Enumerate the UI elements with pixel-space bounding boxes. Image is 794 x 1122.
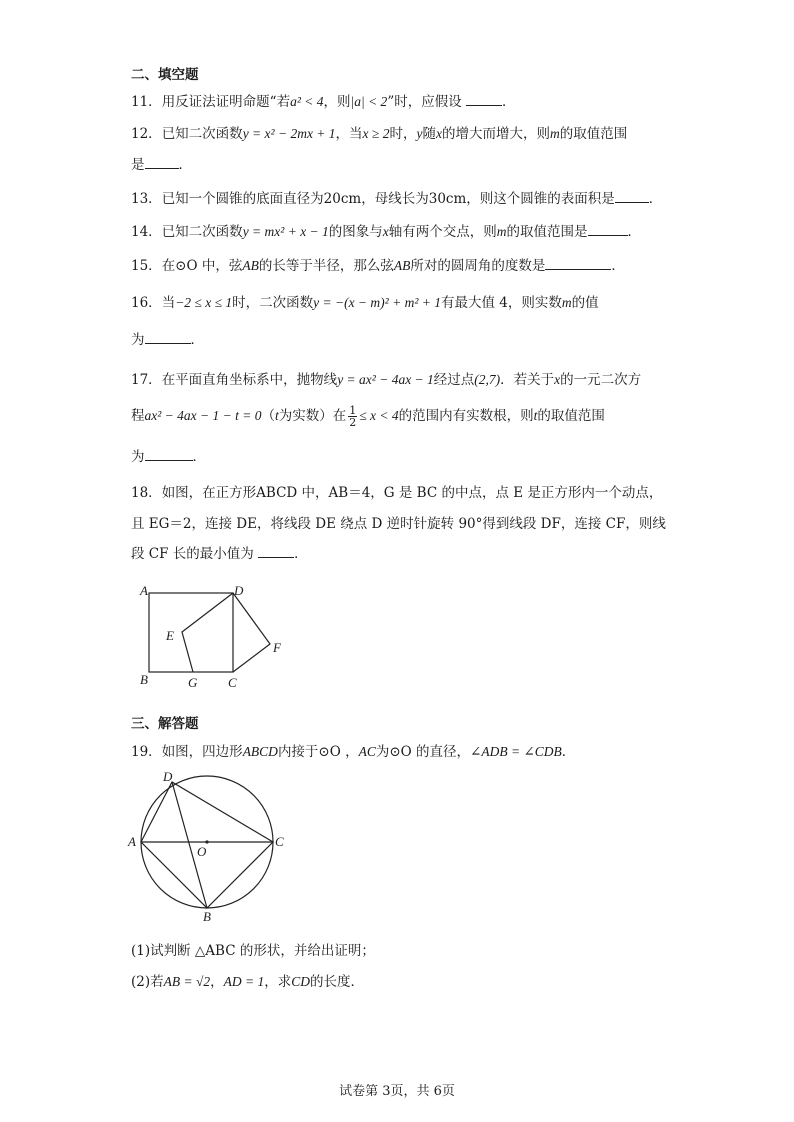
q18-line1: 如图，在正方形ABCD 中，AB＝4，G 是 BC 的中点，点 E 是正方形内一个动点，: [161, 485, 663, 501]
label-a: A: [128, 834, 136, 849]
q17-math-parabola: y = ax² − 4ax − 1: [337, 372, 434, 387]
section-title-answer: 三、解答题: [131, 716, 199, 732]
question-13: [131, 187, 662, 207]
q19-number: 19．: [131, 744, 162, 760]
q19-part2-d: 的长度．: [310, 974, 365, 990]
q16-math-function: y = −(x − m)² + m² + 1: [313, 295, 441, 310]
answer-blank[interactable]: [145, 448, 193, 461]
segments-df-fc: [233, 593, 270, 672]
q19-part2-b: ，: [210, 974, 224, 990]
question-18: [131, 481, 662, 501]
q12-text-e: 的增大而增大，则: [441, 126, 550, 142]
q19-part2-c: ，求: [264, 974, 292, 990]
q19-math-ac: AC: [358, 744, 376, 759]
q19-text-d: ．: [561, 744, 576, 760]
q16-text-b: 时，二次函数: [232, 295, 314, 311]
question-17-line3: [131, 445, 206, 465]
q11-text-a: 用反证法证明命题“若: [161, 94, 291, 110]
q17-text-h: 的范围内有实数根，则: [398, 408, 534, 424]
q14-text-d: 的取值范围是: [506, 224, 588, 240]
q11-number: 11．: [131, 94, 162, 110]
question-16-line2: [131, 328, 204, 348]
label-b: B: [140, 672, 148, 687]
q12-number: 12．: [131, 126, 162, 142]
q12-text-g: 是: [131, 157, 145, 173]
q14-text-a: 已知二次函数: [161, 224, 243, 240]
q16-text-a: 当: [161, 295, 176, 311]
q17-text-d: 的一元二次方: [560, 372, 642, 388]
section-title-fill-blank: 二、填空题: [131, 67, 199, 83]
q16-number: 16．: [131, 295, 162, 311]
q19-math-ab-sqrt2: AB = √2: [163, 974, 211, 989]
q17-text-j: 为: [131, 449, 145, 465]
q15-text-b: 的长等于半径，那么弦: [258, 258, 394, 274]
q14-text-e: ．: [627, 224, 642, 240]
question-17: [131, 368, 641, 388]
q18-square-figure: [136, 580, 296, 692]
q17-number: 17．: [131, 372, 162, 388]
answer-blank[interactable]: [588, 223, 628, 236]
q19-circle-figure: [124, 766, 296, 926]
q17-text-b: 经过点: [433, 372, 475, 388]
q13-text-b: ．: [648, 191, 663, 207]
label-c: C: [275, 834, 284, 849]
q19-math-abcd: ABCD: [242, 744, 278, 759]
answer-blank[interactable]: [466, 93, 502, 106]
q14-math-x: x: [382, 224, 389, 239]
q17-text-i: 的取值范围: [537, 408, 605, 424]
question-16: [131, 291, 599, 311]
q15-text-d: ．: [611, 258, 625, 274]
q17-math-x: x: [554, 372, 561, 387]
answer-blank[interactable]: [258, 545, 294, 558]
q14-text-c: 轴有两个交点，则: [388, 224, 497, 240]
q15-text-c: 所对的圆周角的度数是: [410, 258, 546, 274]
q16-text-e: 为: [131, 332, 145, 348]
q17-text-a: 在平面直角坐标系中，抛物线: [161, 372, 338, 388]
q15-text-a: 在⊙O 中，弦: [161, 258, 243, 274]
question-19-part2: [131, 970, 364, 990]
question-12-line2: [131, 153, 192, 173]
label-e: E: [166, 628, 174, 643]
q19-part2-a: (2)若: [131, 974, 164, 990]
q19-math-cd: CD: [291, 974, 311, 989]
q17-math-range: ≤ x < 4: [359, 408, 399, 423]
q17-math-point: (2,7): [474, 372, 501, 387]
question-18-line3: [131, 542, 308, 562]
answer-blank[interactable]: [545, 257, 611, 270]
q19-math-angles: ∠ADB = ∠CDB: [470, 744, 562, 759]
q11-math-conclusion: |a| < 2: [350, 94, 388, 109]
q12-text-h: ．: [178, 157, 192, 173]
label-b: B: [203, 909, 211, 924]
q17-text-c: ．若关于: [500, 372, 555, 388]
question-14: [131, 220, 641, 240]
q12-text-b: ，当: [335, 126, 363, 142]
q15-math-ab: AB: [242, 258, 259, 273]
label-d: D: [163, 769, 173, 784]
answer-blank[interactable]: [145, 331, 191, 344]
label-g: G: [188, 675, 198, 690]
q19-text-b: 内接于⊙O ，: [277, 744, 359, 760]
q14-math-function: y = mx² + x − 1: [242, 224, 329, 239]
q17-text-k: ．: [192, 449, 206, 465]
answer-blank[interactable]: [145, 156, 179, 169]
q11-math-premise: a² < 4: [290, 94, 324, 109]
q17-fraction-half: [348, 405, 357, 428]
q12-text-f: 的取值范围: [559, 126, 628, 142]
q12-math-function: y = x² − 2mx + 1: [242, 126, 336, 141]
q14-text-b: 的图象与: [328, 224, 383, 240]
label-f: F: [273, 640, 281, 655]
label-a: A: [140, 583, 148, 598]
q19-part1-text: (1)试判断 △ABC 的形状，并给出证明；: [131, 943, 375, 959]
q16-text-d: 的值: [571, 295, 599, 311]
fraction-denominator: 2: [349, 416, 357, 429]
q12-math-x: x: [435, 126, 442, 141]
q19-text-a: 如图，四边形: [161, 744, 243, 760]
q18-number: 18．: [131, 485, 162, 501]
label-o: O: [197, 844, 207, 859]
q17-text-g: 为实数）在: [278, 408, 347, 424]
square-abcd: [149, 593, 233, 672]
q11-text-c: ”时，应假设: [387, 94, 462, 110]
q18-line3: 段 CF 长的最小值为: [131, 546, 254, 562]
question-18-line2: [131, 512, 666, 532]
answer-blank[interactable]: [615, 190, 649, 203]
q18-line2: 且 EG＝2，连接 DE，将线段 DE 绕点 D 逆时针旋转 90°得到线段 DF，连接 CF，则线: [131, 516, 666, 532]
q14-math-m: m: [496, 224, 507, 239]
q17-text-f: （: [261, 408, 275, 424]
q13-text-a: 已知一个圆锥的底面直径为20cm，母线长为30cm，则这个圆锥的表面积是: [161, 191, 615, 207]
q15-math-ab-2: AB: [393, 258, 411, 273]
q13-number: 13．: [131, 191, 162, 207]
label-c: C: [228, 675, 237, 690]
q17-math-t: t: [274, 408, 279, 423]
q19-text-c: 为⊙O 的直径，: [375, 744, 471, 760]
question-15: [131, 254, 625, 274]
q12-text-c: 时，: [389, 126, 417, 142]
q16-math-range: −2 ≤ x ≤ 1: [175, 295, 233, 310]
q16-text-f: ．: [190, 332, 204, 348]
q17-math-t-2: t: [533, 408, 538, 423]
page-footer: 试卷第 3页，共 6页: [339, 1084, 455, 1099]
q17-math-equation: ax² − 4ax − 1 − t = 0: [144, 408, 262, 423]
q16-math-m: m: [561, 295, 572, 310]
label-d: D: [234, 583, 244, 598]
q11-text-b: ，则: [323, 94, 351, 110]
question-11: 11．用反证法证明命题“若a² < 4，则|a| < 2”时，应假设 ．: [131, 94, 516, 110]
q15-number: 15．: [131, 258, 162, 274]
q18-end: ．: [294, 546, 308, 562]
segments-de-eg: [182, 593, 233, 672]
question-12: [131, 122, 627, 142]
q17-text-e: 程: [131, 408, 145, 424]
q12-math-condition: x ≥ 2: [362, 126, 390, 141]
q12-text-d: 随: [422, 126, 436, 142]
q12-math-y: y: [416, 126, 423, 141]
question-19: [131, 740, 575, 760]
q12-math-m: m: [549, 126, 560, 141]
question-17-line2: [131, 404, 605, 428]
q19-math-ad: AD = 1: [223, 974, 265, 989]
q16-text-c: 有最大值 4，则实数: [440, 295, 562, 311]
fraction-numerator: 1: [349, 404, 357, 417]
question-19-part1: [131, 939, 375, 959]
q14-number: 14．: [131, 224, 162, 240]
q12-text-a: 已知二次函数: [161, 126, 243, 142]
